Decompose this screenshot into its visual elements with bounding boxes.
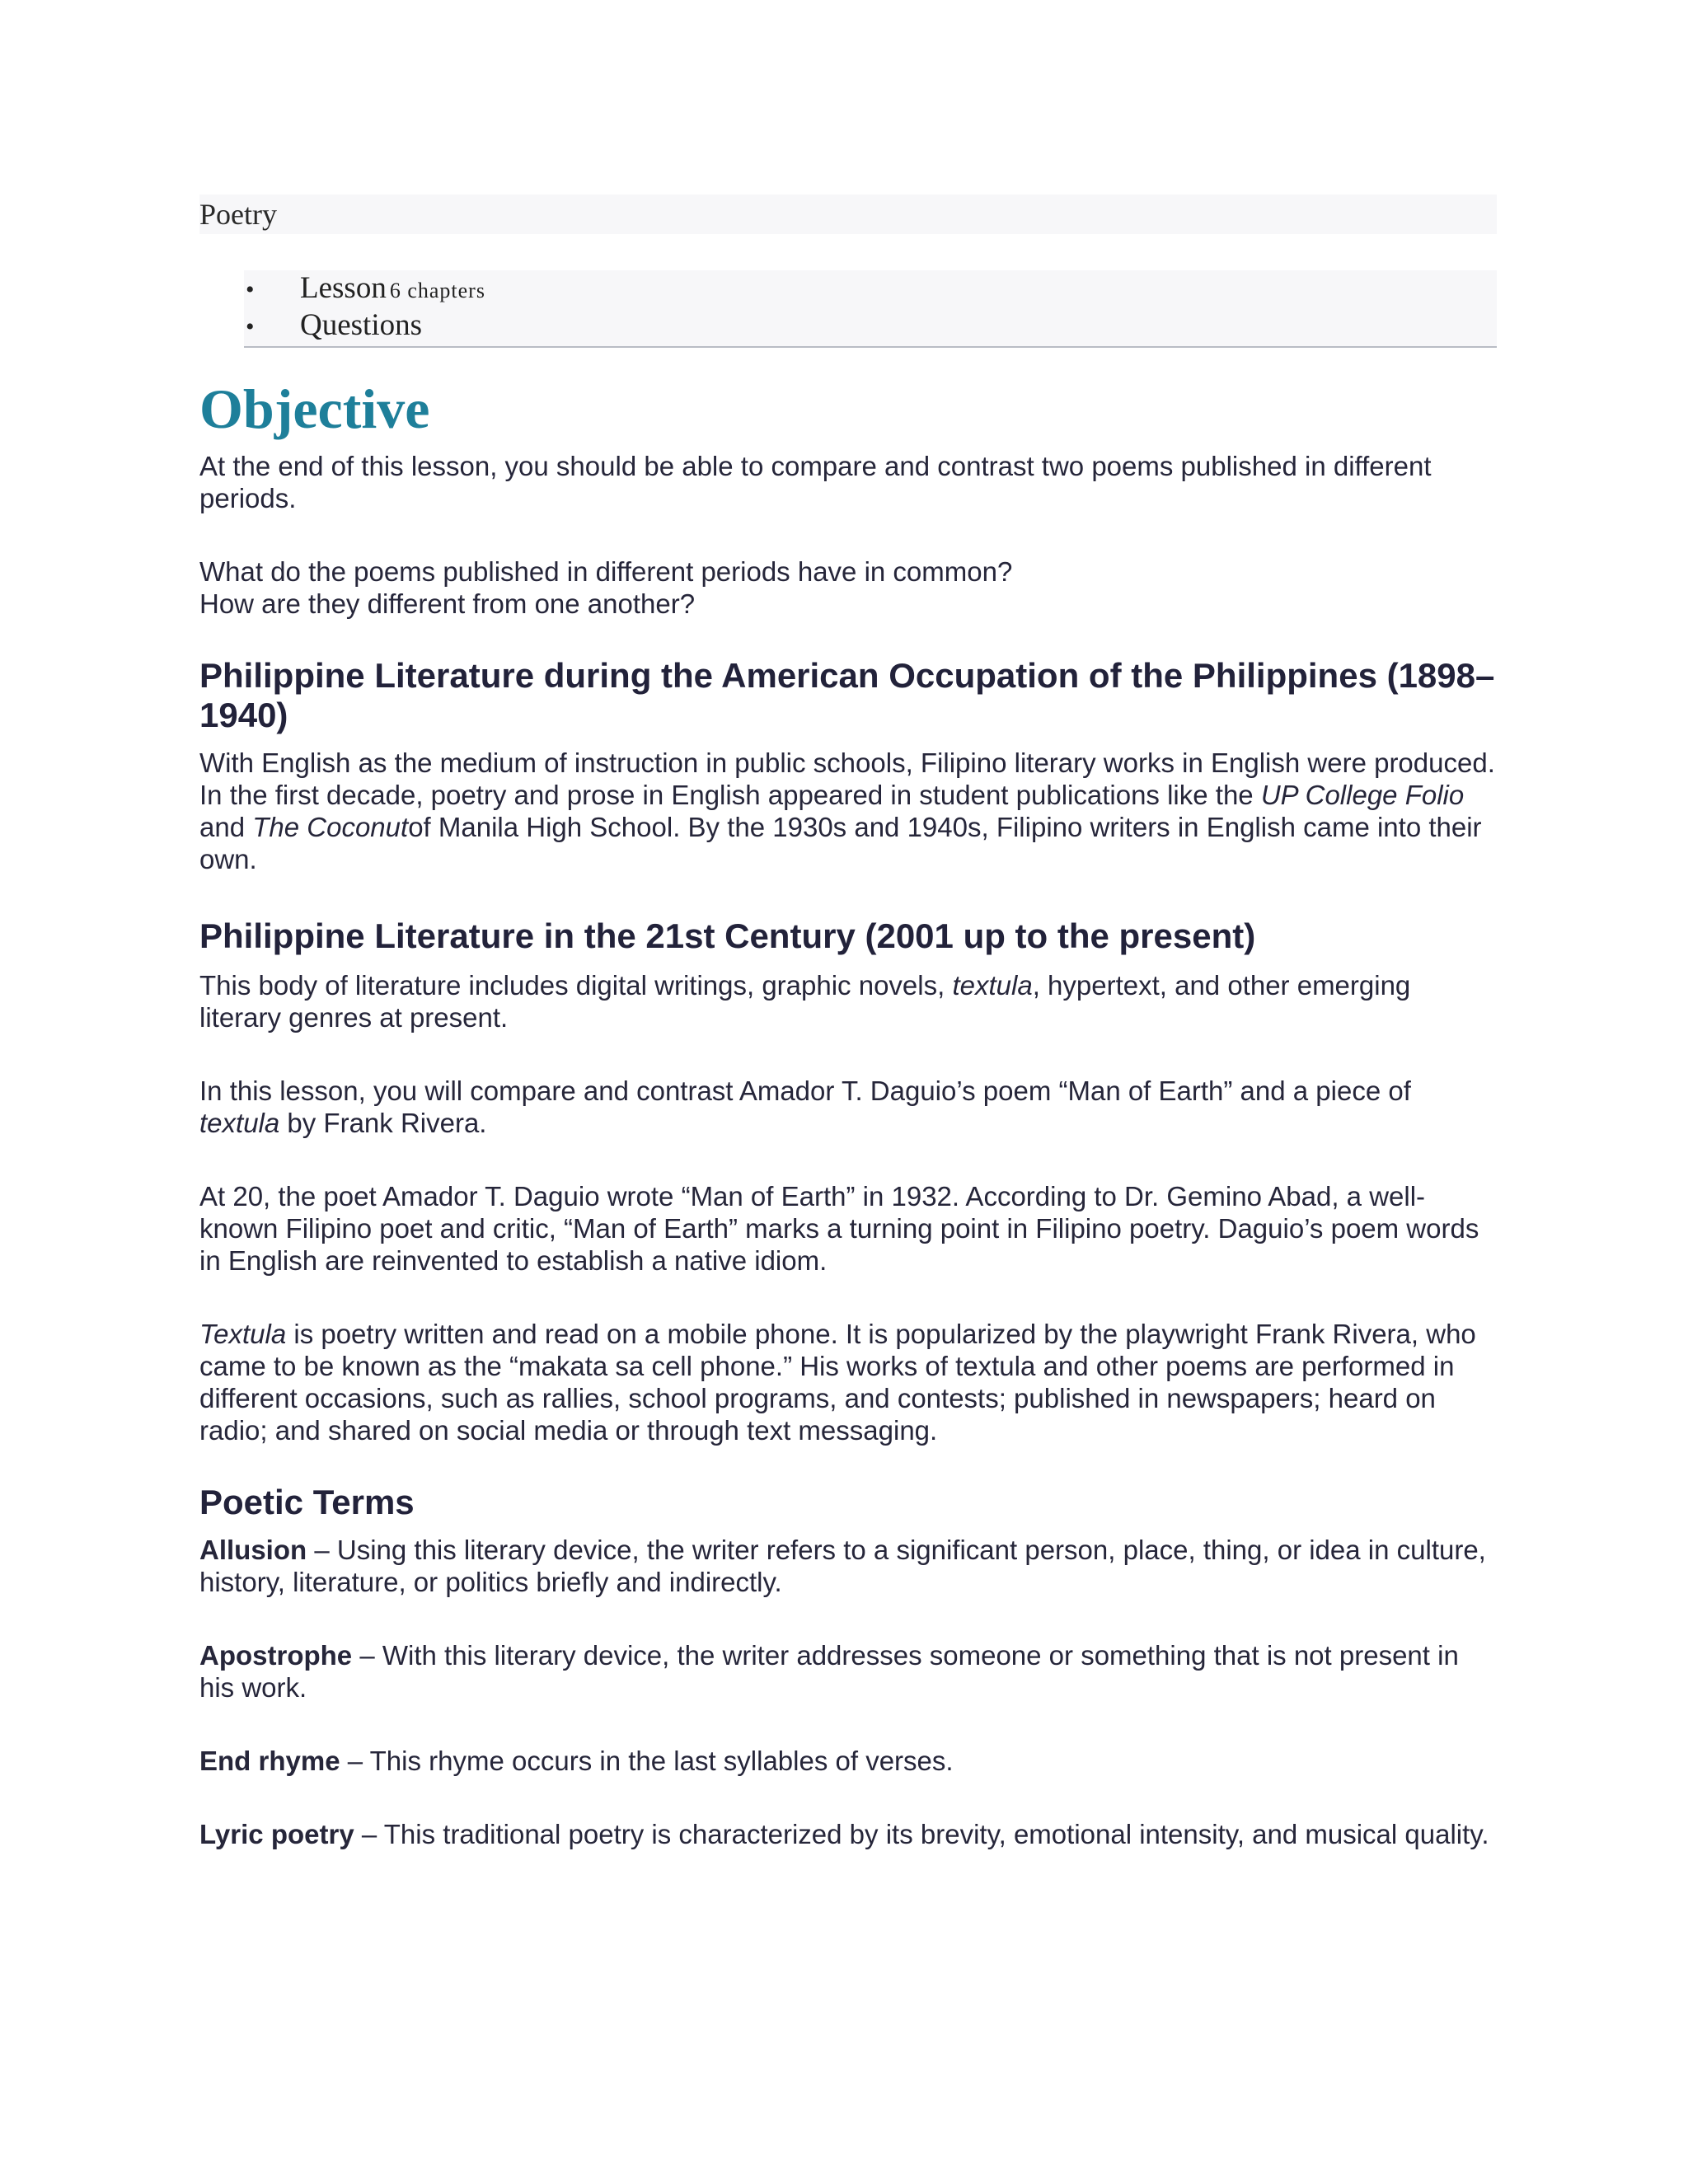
term-name: Lyric poetry bbox=[199, 1819, 354, 1849]
text-span: of Manila High School. By the 1930s and 1940s, Filipino writers in English came into their own. bbox=[199, 812, 1482, 874]
question-common: What do the poems published in different periods have in common? bbox=[199, 556, 1013, 587]
tab-lesson-chapter-count: 6 chapters bbox=[389, 279, 485, 302]
paragraph-lesson-intro bbox=[199, 1075, 1497, 1139]
breadcrumb-label[interactable]: Poetry bbox=[199, 198, 277, 231]
italic-span: UP College Folio bbox=[1260, 780, 1465, 810]
lesson-tabs bbox=[244, 270, 1497, 348]
term-definition: – With this literary device, the writer addresses someone or something that is not present in his work. bbox=[199, 1640, 1459, 1703]
text-span: by Frank Rivera. bbox=[279, 1108, 487, 1138]
text-span: and bbox=[199, 812, 253, 842]
page-title: Objective bbox=[199, 377, 430, 440]
term-end-rhyme bbox=[199, 1745, 1497, 1777]
term-apostrophe bbox=[199, 1639, 1497, 1704]
bullet-icon: • bbox=[246, 276, 255, 303]
text-span: This body of literature includes digital writings, graphic novels, bbox=[199, 970, 953, 1001]
tab-questions-label: Questions bbox=[300, 308, 422, 342]
question-different: How are they different from one another? bbox=[199, 588, 696, 619]
text-span: In this lesson, you will compare and contrast Amador T. Daguio’s poem “Man of Earth” and a piece of bbox=[199, 1076, 1411, 1106]
text-span: is poetry written and read on a mobile phone. It is popularized by the playwright Frank Rivera, who came to be known as the “makata sa cell phone.” His works of textula and other poems are performed in different occasions, such as rallies, school programs, and contests; published in newspapers; heard on radio; and shared on social media or through text messaging. bbox=[199, 1319, 1476, 1446]
italic-span: textula bbox=[952, 970, 1033, 1001]
bullet-icon: • bbox=[246, 313, 255, 340]
lesson-page bbox=[199, 194, 1497, 1850]
tab-questions[interactable] bbox=[244, 307, 1497, 344]
section-heading-21st: Philippine Literature in the 21st Century (2001 up to the present) bbox=[199, 916, 1256, 955]
term-name: Allusion bbox=[199, 1535, 307, 1565]
text-span: With English as the medium of instruction in public schools, Filipino literary works in English were produced. In the first decade, poetry and prose in English appeared in student publications like the bbox=[199, 748, 1495, 810]
term-definition: – Using this literary device, the writer refers to a significant person, place, thing, or idea in culture, history, literature, or politics briefly and indirectly. bbox=[199, 1535, 1486, 1597]
objective-text: At the end of this lesson, you should be able to compare and contrast two poems published in different periods. bbox=[199, 451, 1432, 513]
text-span: , hypertext, and other emerging literary genres at present. bbox=[199, 970, 1411, 1033]
tab-lesson-label: Lesson bbox=[300, 271, 387, 305]
tab-lesson[interactable] bbox=[244, 270, 1497, 307]
section-heading-poetic-terms: Poetic Terms bbox=[199, 1483, 415, 1521]
paragraph-american bbox=[199, 747, 1497, 875]
term-name: End rhyme bbox=[199, 1746, 340, 1776]
term-lyric-poetry bbox=[199, 1818, 1497, 1850]
paragraph-21st-genres bbox=[199, 969, 1497, 1033]
section-heading-american: Philippine Literature during the American Occupation of the Philippines (1898–1940) bbox=[199, 656, 1495, 734]
italic-span: Textula bbox=[199, 1319, 287, 1349]
paragraph-daguio: At 20, the poet Amador T. Daguio wrote “Man of Earth” in 1932. According to Dr. Gemino Abad, a well-known Filipino poet and critic, “Man of Earth” marks a turning point in Filipino poetry. Daguio’s poem words in English are reinvented to establish a native idiom. bbox=[199, 1181, 1479, 1276]
italic-span: The Coconut bbox=[252, 812, 409, 842]
term-allusion bbox=[199, 1534, 1497, 1598]
term-definition: – This traditional poetry is characterized by its brevity, emotional intensity, and musical quality. bbox=[354, 1819, 1489, 1849]
term-name: Apostrophe bbox=[199, 1640, 353, 1671]
paragraph-textula bbox=[199, 1318, 1497, 1446]
italic-span: textula bbox=[199, 1108, 280, 1138]
term-definition: – This rhyme occurs in the last syllables of verses. bbox=[340, 1746, 954, 1776]
breadcrumb bbox=[199, 194, 1497, 234]
